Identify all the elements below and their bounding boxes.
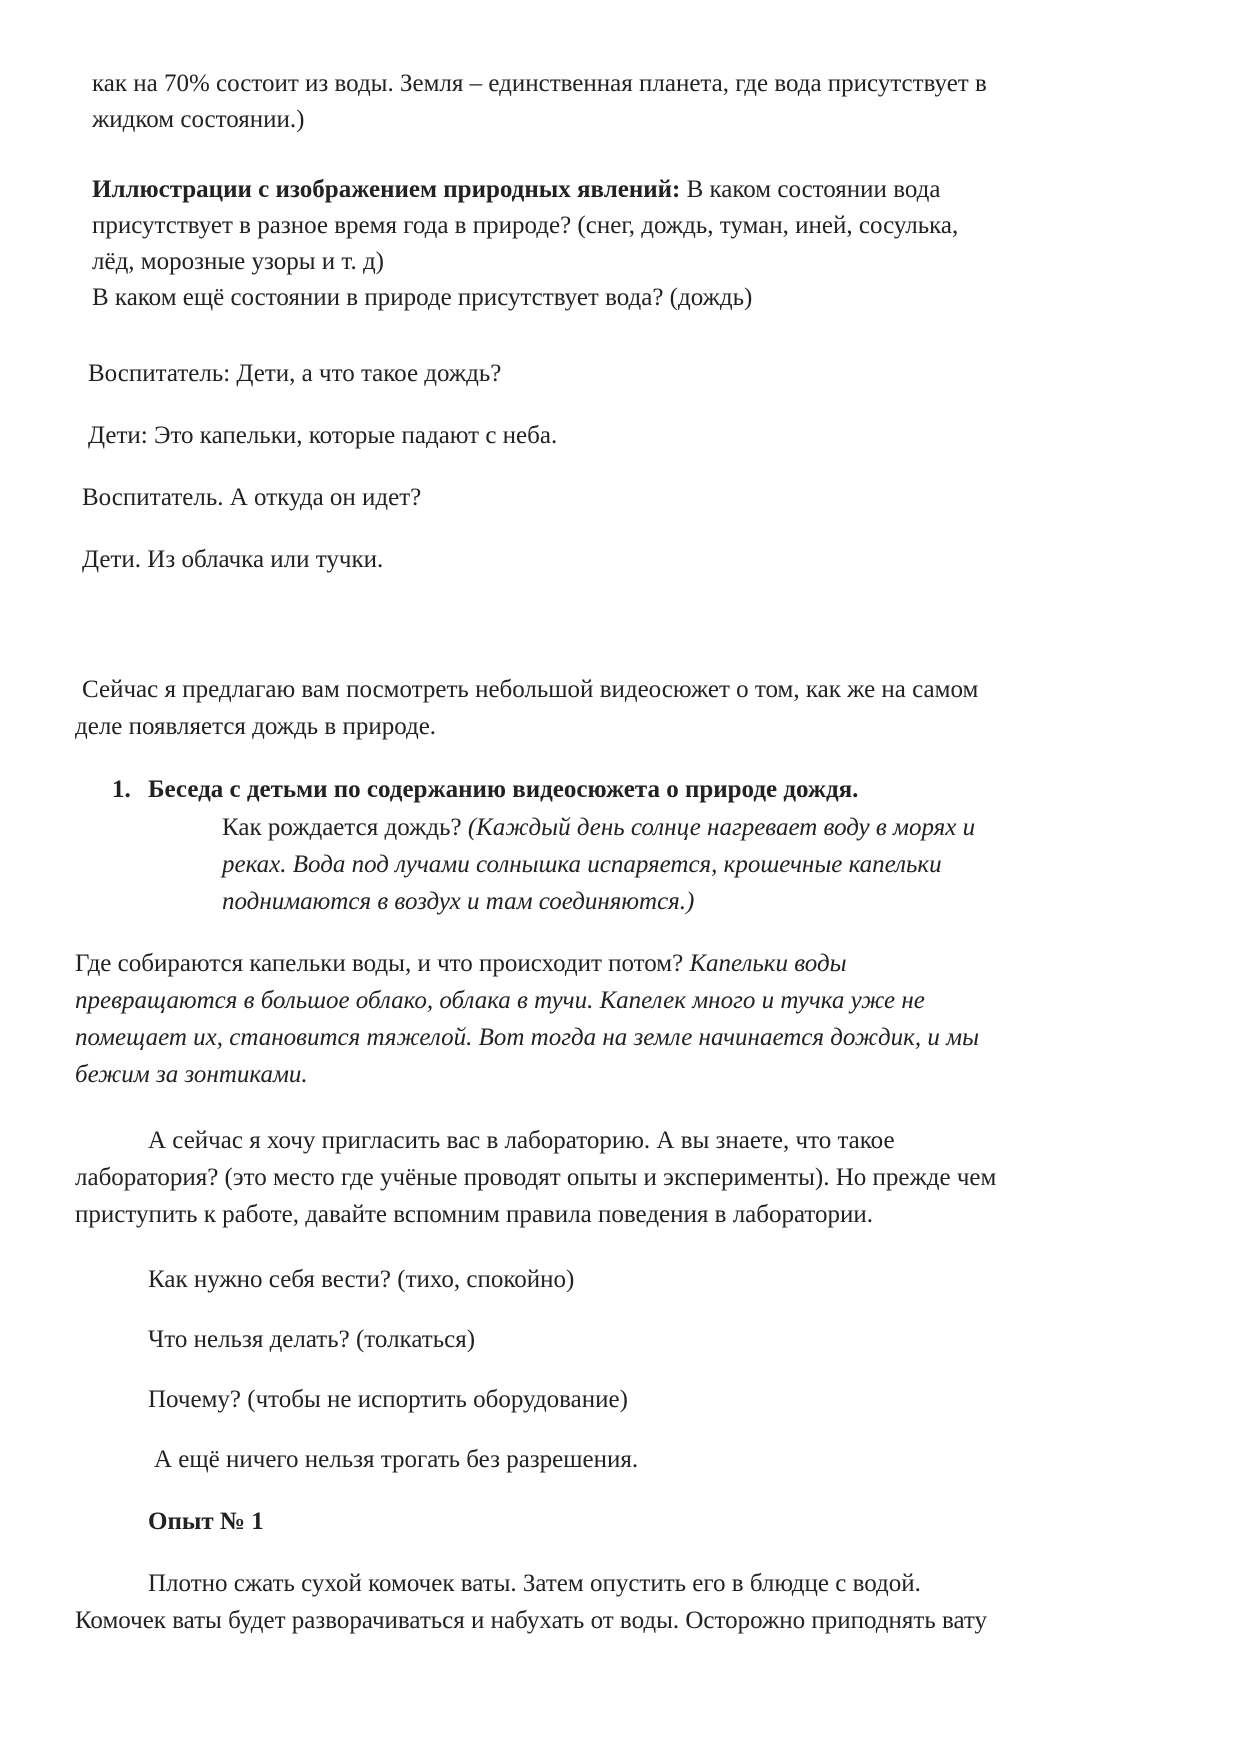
illustrations-question: В каком состоянии вода: [680, 176, 941, 203]
illustrations-line-3: лёд, морозные узоры и т. д): [92, 248, 385, 275]
dialog-line-1: Воспитатель: Дети, а что такое дождь?: [88, 360, 502, 387]
list-question-line: [222, 810, 975, 846]
drops-line-1: [75, 946, 847, 982]
drops-answer-3: помещает их, становится тяжелой. Вот тогда на земле начинается дождик, и мы: [75, 1024, 980, 1051]
illustrations-line-2: присутствует в разное время года в природе? (снег, дождь, туман, иней, сосулька,: [92, 212, 959, 239]
dialog-line-2: Дети: Это капельки, которые падают с неба.: [88, 422, 558, 449]
drops-answer-2: превращаются в большое облако, облака в тучи. Капелек много и тучка уже не: [75, 987, 925, 1014]
illustrations-heading: Иллюстрации с изображением природных явлений:: [92, 176, 681, 203]
experiment-line-1: Плотно сжать сухой комочек ваты. Затем опустить его в блюдце с водой.: [148, 1570, 921, 1597]
lab-line-1: А сейчас я хочу пригласить вас в лабораторию. А вы знаете, что такое: [148, 1127, 895, 1154]
rain-question: Как рождается дождь?: [222, 814, 468, 841]
experiment-heading: Опыт № 1: [148, 1508, 264, 1535]
rain-answer-2: реках. Вода под лучами солнышка испаряется, крошечные капельки: [222, 851, 942, 878]
list-number: 1.: [112, 776, 131, 803]
illustrations-line-4: В каком ещё состоянии в природе присутствует вода? (дождь): [92, 284, 753, 311]
rain-answer-1: (Каждый день солнце нагревает воду в морях и: [467, 814, 976, 841]
drops-answer-4: бежим за зонтиками.: [75, 1061, 308, 1088]
list-item-1: [112, 772, 858, 808]
rule-line-2: Что нельзя делать? (толкаться): [148, 1326, 476, 1353]
rule-line-4: А ещё ничего нельзя трогать без разрешения.: [154, 1446, 639, 1473]
video-line-2: деле появляется дождь в природе.: [75, 713, 437, 740]
dialog-line-4: Дети. Из облачка или тучки.: [82, 546, 384, 573]
intro-line-1: как на 70% состоит из воды. Земля – единственная планета, где вода присутствует в: [92, 70, 987, 97]
drops-question: Где собираются капельки воды, и что происходит потом?: [75, 950, 690, 977]
lab-line-2: лаборатория? (это место где учёные проводят опыты и эксперименты). Но прежде чем: [75, 1164, 997, 1191]
rule-line-1: Как нужно себя вести? (тихо, спокойно): [148, 1266, 575, 1293]
list-item-title: Беседа с детьми по содержанию видеосюжета о природе дождя.: [148, 776, 859, 803]
lab-line-3: приступить к работе, давайте вспомним правила поведения в лаборатории.: [75, 1201, 874, 1228]
rain-answer-3: поднимаются в воздух и там соединяются.): [222, 888, 695, 915]
rule-line-3: Почему? (чтобы не испортить оборудование): [148, 1386, 628, 1413]
illustrations-line-1: [92, 172, 940, 208]
video-line-1: Сейчас я предлагаю вам посмотреть небольшой видеосюжет о том, как же на самом: [82, 676, 979, 703]
dialog-line-3: Воспитатель. А откуда он идет?: [82, 484, 422, 511]
drops-answer-1: Капельки воды: [689, 950, 847, 977]
experiment-line-2: Комочек ваты будет разворачиваться и набухать от воды. Осторожно приподнять вату: [75, 1607, 987, 1634]
intro-line-2: жидком состоянии.): [92, 106, 305, 133]
